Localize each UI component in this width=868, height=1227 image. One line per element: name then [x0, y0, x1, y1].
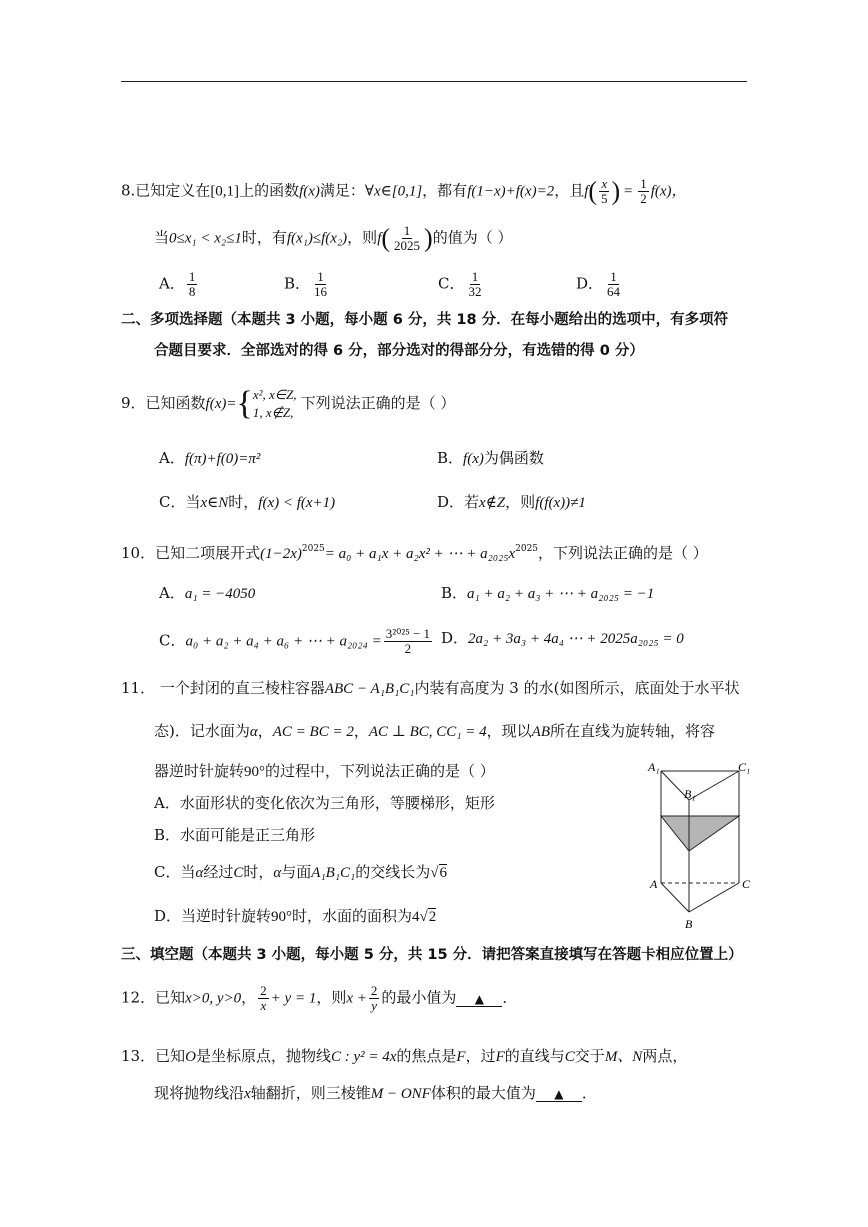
q8-text: ，都有 [422, 181, 468, 200]
q11-option-c: C．当α经过C时，α与面A₁B₁C₁的交线长为√6 [154, 863, 448, 881]
q13-text: 的直线与 [504, 1047, 565, 1065]
q11-line2 [154, 720, 715, 743]
q8-option-a: A． $\frac{1}{8}$ [159, 269, 196, 299]
q11-text: 器逆时针旋转 [154, 762, 245, 780]
section2-heading-line2: 合题目要求．全部选对的得 6 分，部分选对的得部分分，有选错的得 0 分） [154, 343, 644, 359]
q9-cases: x², x∈Z, 1, x∉Z, [252, 387, 297, 420]
q11-text: 内装有高度为 3 的水(如图所示，底面处于水平状 [414, 679, 740, 697]
q10-exp: 2025 [301, 544, 325, 554]
q8-text: 8.已知定义在 [121, 181, 211, 200]
q12-answer-blank: ▲ [456, 992, 502, 1007]
q11-option-a: A．水面形状的变化依次为三角形，等腰梯形，矩形 [154, 794, 495, 812]
q8-forall: ∀x∈[0,1] [364, 183, 423, 200]
q11-option-d: D．当逆时针旋转90°时，水面的面积为4√2 [154, 907, 437, 925]
q13-line1 [121, 1045, 687, 1068]
q11-text: ，现以 [486, 722, 532, 740]
q13-x: x [244, 1086, 251, 1102]
q12-cond: x>0, y>0 [185, 990, 242, 1007]
q8-eq2-lhs: f [584, 183, 589, 200]
q12-text: 12．已知 [121, 988, 186, 1007]
label-a1: A₁ [648, 760, 660, 774]
q13-text: 13．已知 [121, 1047, 186, 1065]
q8-eq2-rhs: f(x)， [650, 183, 687, 200]
q13-text: ，过 [465, 1047, 496, 1065]
q13-text: 轴翻折，则三棱锥 [250, 1084, 371, 1102]
q11-text: 11． 一个封闭的直三棱柱容器 [121, 679, 325, 697]
q11-ab: AB [531, 724, 550, 740]
q12-expr-frac: $\frac{2}{y}$ [370, 983, 378, 1013]
q11-alpha: α [249, 724, 258, 740]
q13-text: 交于 [574, 1047, 605, 1065]
q10-text: ，下列说法正确的是（ ） [538, 544, 708, 562]
q13-f: F [456, 1049, 466, 1065]
label-b: B [685, 917, 693, 931]
q13-answer-blank: ▲ [536, 1087, 582, 1102]
edge-ab [661, 883, 689, 912]
q8-text: ，则 [347, 228, 378, 247]
edge-bc [689, 883, 739, 912]
q8-option-d: D． $\frac{1}{64}$ [576, 269, 621, 299]
q8-line2: 当0≤x₁ < x₂≤1时，有f(x₁)≤f(x₂)，则f( $\frac{1}{2025}$ )的值为（ ） [154, 223, 513, 253]
q8-fx: f(x) [299, 183, 320, 200]
q8-text: 上的函数 [239, 181, 300, 200]
section2-heading-line1: 二、多项选择题（本题共 3 小题，每小题 6 分，共 18 分．在每小题给出的选项中，有多项符 [121, 312, 729, 328]
q8-half: $\frac{1}{2}$ [640, 176, 647, 206]
edge-b1c1 [689, 771, 739, 800]
q11-prism: ABC − A₁B₁C₁ [324, 681, 415, 697]
q13-text: 现将抛物线沿 [154, 1084, 245, 1102]
label-a: A [650, 877, 658, 891]
q9-text: 下列说法正确的是（ ） [300, 394, 456, 412]
q8-option-b: B． $\frac{1}{16}$ [284, 269, 328, 299]
label-c: C [742, 877, 751, 891]
q8-interval: [0,1] [210, 183, 240, 200]
q9-stem: 9．已知函数f(x)={ x², x∈Z, 1, x∉Z, 下列说法正确的是（ ） [121, 385, 456, 422]
q12-stem [121, 984, 517, 1013]
q11-text: 态)．记水面为 [154, 722, 250, 740]
q13-o: O [185, 1049, 196, 1065]
q11-line3 [154, 760, 495, 783]
q8-text: 满足： [319, 181, 365, 200]
q12-text: 的最小值为 [381, 988, 457, 1007]
q8-line1: 8.已知定义在[0,1]上的函数f(x)满足：∀x∈[0,1]，都有f(1−x)+f(x)=2，且f( $\frac{x}{5}$ ) = $\frac{1}{2}$ f(x)， [121, 176, 687, 206]
q10-option-a: A．a₁ = −4050 [159, 584, 256, 602]
q12-eq: + y = 1 [270, 990, 317, 1007]
q10-option-d: D．2a₂ + 3a₃ + 4a₄ ⋯ + 2025a₂₀₂₅ = 0 [441, 629, 684, 647]
q8-text: ，且 [554, 181, 585, 200]
q8-option-c: C． $\frac{1}{32}$ [438, 269, 482, 299]
q9-option-c: C．当x∈N时，f(x) < f(x+1) [159, 493, 336, 511]
q10-stem [121, 538, 708, 565]
q11-text: ， [257, 722, 273, 740]
water-surface-shading [661, 816, 739, 851]
q8-text: 的值为（ ） [432, 228, 513, 247]
q8-eq1: f(1−x)+f(x)=2 [467, 183, 555, 200]
q13-text: ． [581, 1084, 597, 1102]
q10-rhs: = a₀ + a₁x + a₂x² + ⋯ + a₂₀₂₅x [324, 546, 516, 562]
prism-figure [640, 758, 760, 932]
q9-option-b: B．f(x)为偶函数 [437, 449, 544, 467]
q9-fx: f(x)= [205, 396, 237, 412]
q12-text: ，则 [316, 988, 347, 1007]
q8-cond: 0≤x₁ < x₂≤1 [169, 230, 242, 247]
q9-option-a: A．f(π)+f(0)=π² [159, 449, 261, 467]
q11-line1 [121, 677, 739, 700]
section3-heading: 三、填空题（本题共 3 小题，每小题 5 分，共 15 分．请把答案直接填写在答题卡相应位置上） [121, 947, 743, 963]
q11-text: ， [353, 722, 369, 740]
header-rule [121, 81, 747, 82]
q12-text: ， [241, 988, 257, 1007]
label-c1: C₁ [738, 760, 751, 774]
q13-mn: M、N [604, 1049, 643, 1065]
q13-pyramid: M − ONF [370, 1086, 431, 1102]
q8-x-over-5: $\frac{x}{5}$ [601, 176, 608, 206]
q13-text: 两点， [642, 1047, 688, 1065]
q9-text: 9．已知函数 [121, 394, 206, 412]
q13-text: 是坐标原点，抛物线 [195, 1047, 331, 1065]
q11-eq1: AC = BC = 2 [272, 724, 354, 740]
q10-option-c: C．a₀ + a₂ + a₄ + a₆ + ⋯ + a₂₀₂₄ = $\frac{\text{3²⁰²⁵ − 1}}{2}$ [159, 626, 431, 656]
q13-parabola: C : y² = 4x [330, 1049, 397, 1065]
q9-option-d: D．若x∉Z，则f(f(x))≠1 [437, 493, 586, 511]
q11-deg: 90° [244, 764, 266, 780]
q8-ineq: f(x₁)≤f(x₂) [286, 230, 348, 247]
q13-text: 体积的最大值为 [430, 1084, 536, 1102]
q12-text: ． [502, 988, 518, 1007]
q11-text: 所在直线为旋转轴，将容 [550, 722, 716, 740]
q8-target-frac: $\frac{1}{2025}$ [394, 223, 421, 253]
q12-expr: x + [346, 990, 367, 1007]
q11-option-b: B．水面可能是正三角形 [154, 826, 316, 844]
q13-c: C [564, 1049, 575, 1065]
q8-text: 当 [154, 228, 170, 247]
q10-expansion: (1−2x) [260, 546, 302, 562]
q11-eq2: AC ⊥ BC, CC₁ = 4 [368, 724, 487, 740]
q13-line2 [154, 1082, 597, 1105]
q13-text: 的焦点是 [396, 1047, 457, 1065]
q10-text: 10．已知二项展开式 [121, 544, 261, 562]
q11-text: 的过程中，下列说法正确的是（ ） [265, 762, 495, 780]
q12-frac: $\frac{2}{x}$ [260, 983, 267, 1013]
q10-option-b: B．a₁ + a₂ + a₃ + ⋯ + a₂₀₂₅ = −1 [441, 584, 655, 602]
q8-text: 时，有 [241, 228, 287, 247]
label-b1: B₁ [684, 787, 696, 801]
q10-rhs-exp: 2025 [515, 544, 539, 554]
q13-f: F [495, 1049, 505, 1065]
